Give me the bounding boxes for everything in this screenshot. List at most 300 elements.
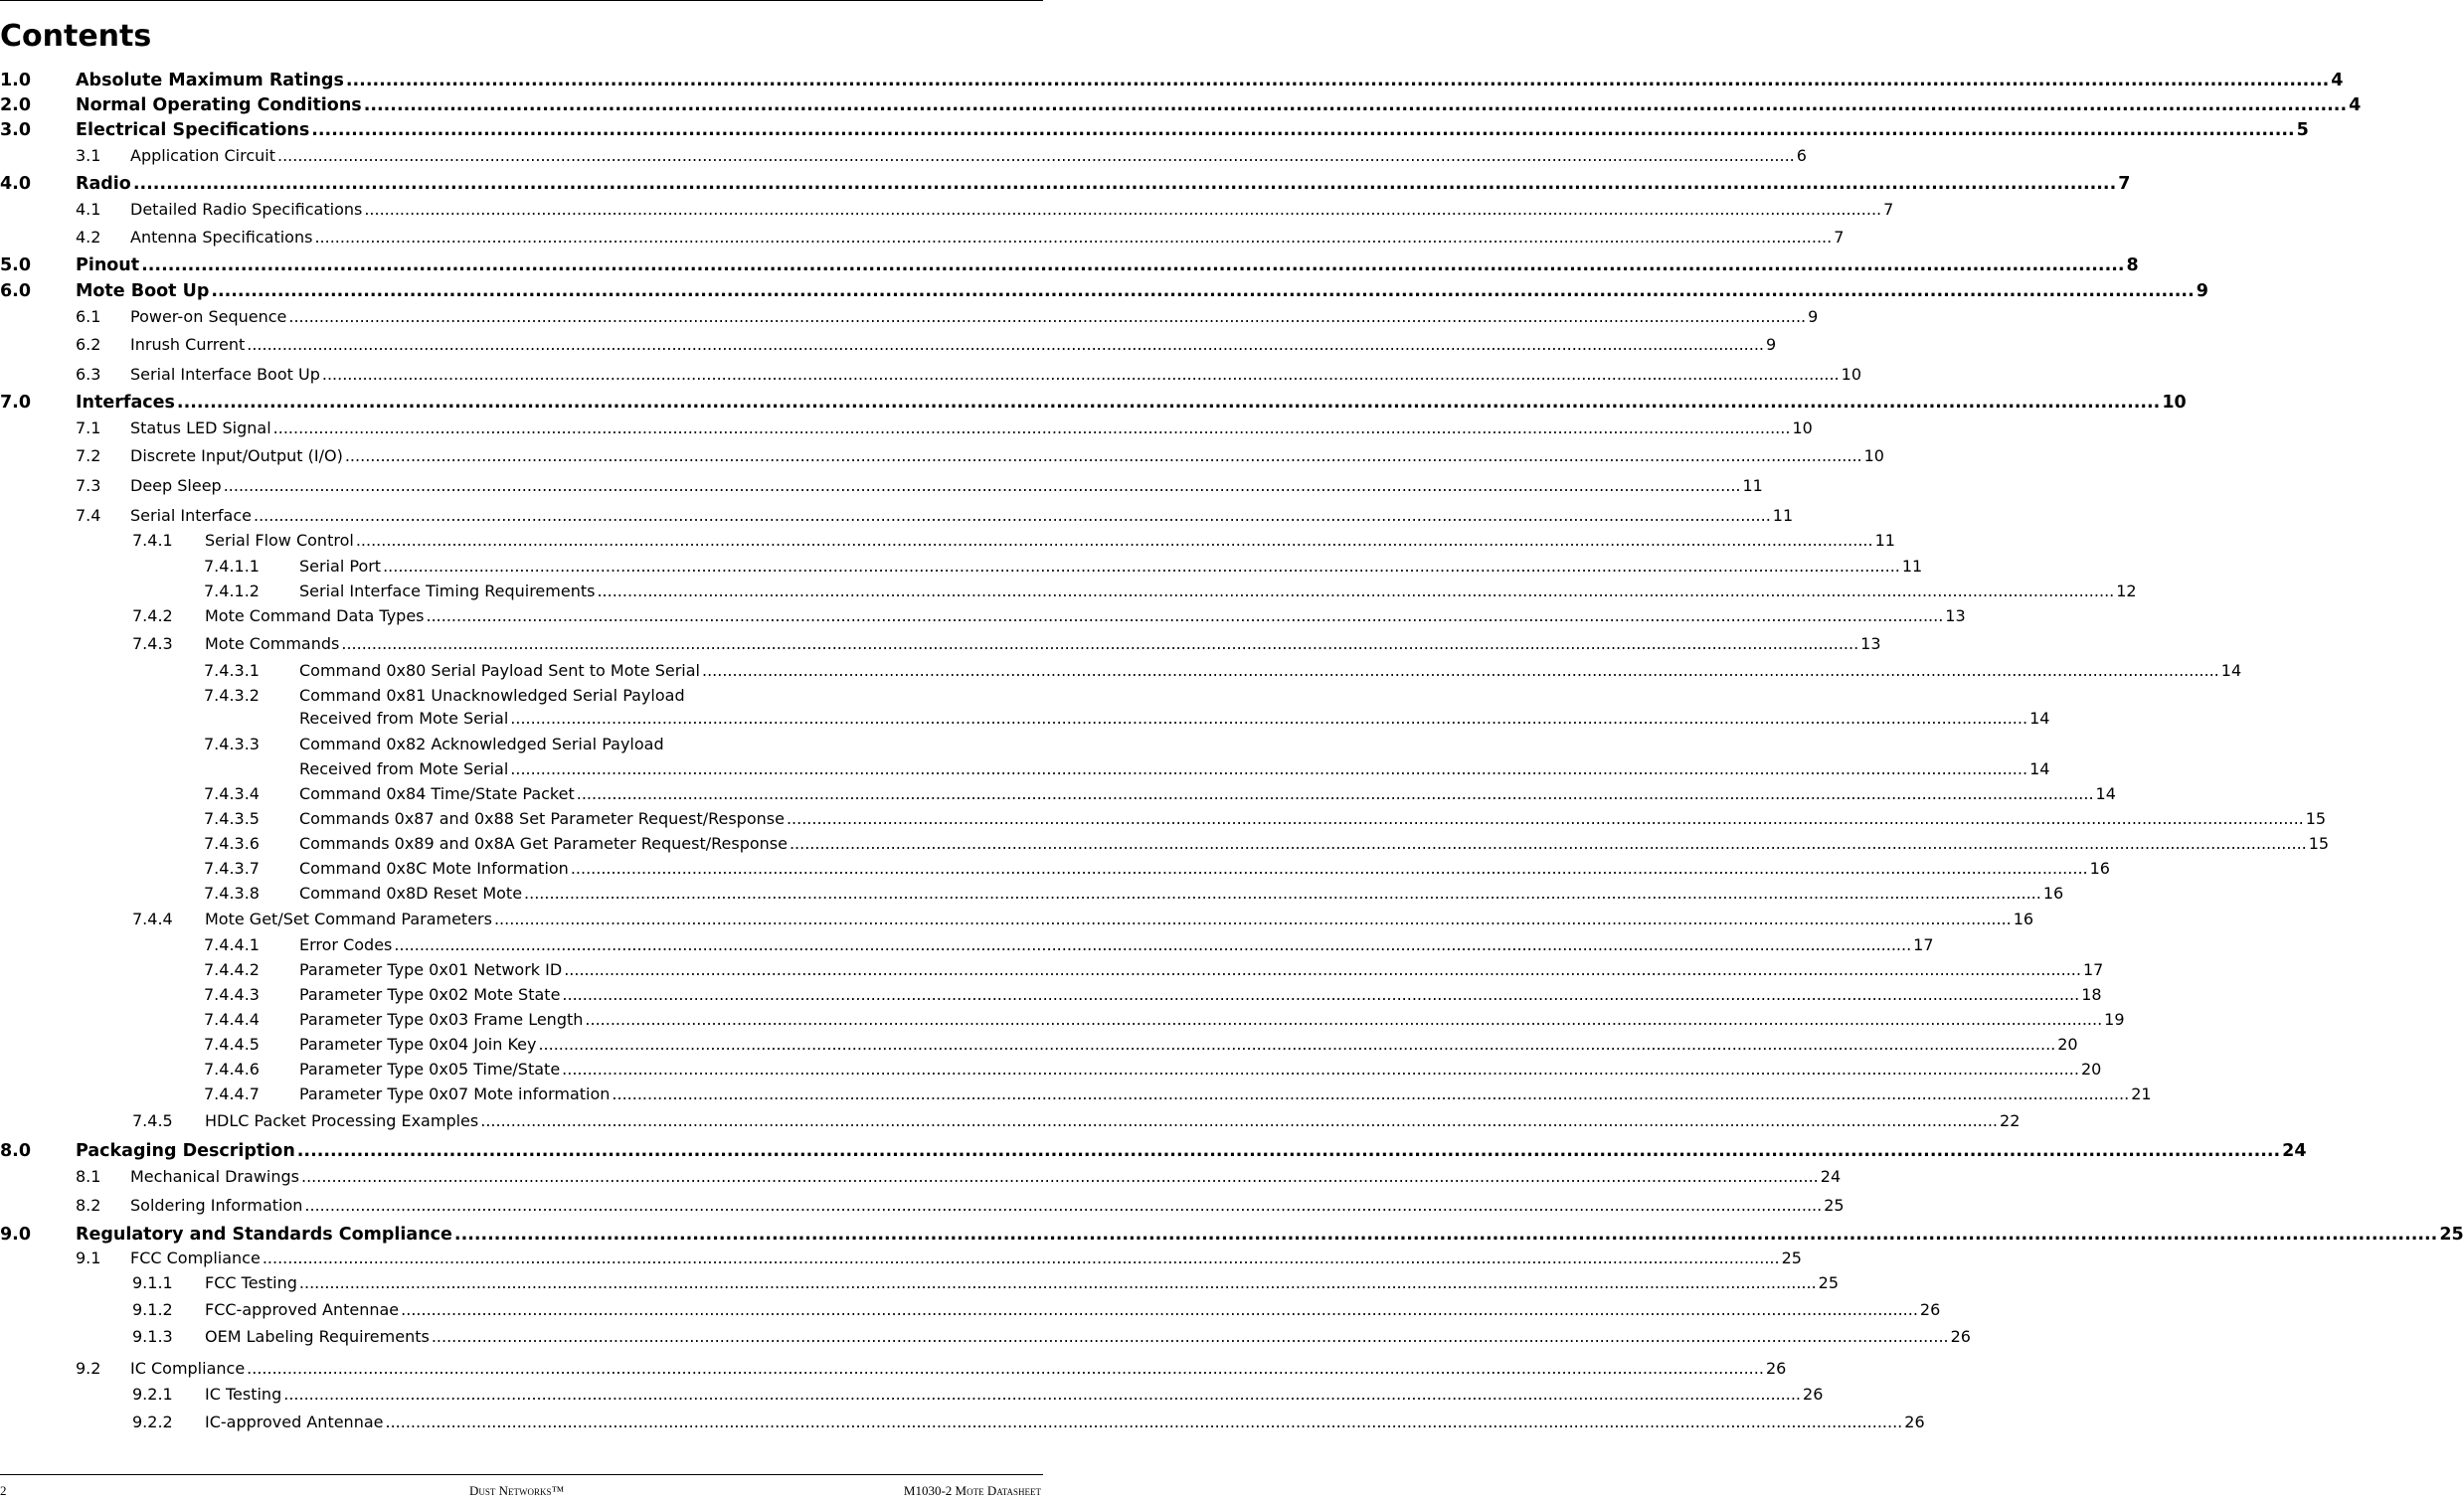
toc-entry-page: 18 bbox=[2081, 985, 2102, 1004]
toc-entry[interactable] bbox=[0, 1248, 1802, 1269]
toc-entry-number: 7.4.1.1 bbox=[204, 557, 260, 576]
toc-entry[interactable] bbox=[0, 392, 2187, 414]
toc-entry-title: IC Compliance bbox=[130, 1359, 246, 1378]
toc-entry[interactable] bbox=[0, 883, 2064, 905]
toc-entry-page: 16 bbox=[2042, 884, 2064, 903]
toc-entry[interactable] bbox=[0, 934, 1934, 956]
toc-entry-page: 13 bbox=[1860, 634, 1881, 653]
toc-entry-page: 9 bbox=[1766, 335, 1777, 354]
toc-entry-number: 7.4.3.4 bbox=[204, 784, 260, 803]
toc-entry-page: 20 bbox=[2057, 1035, 2078, 1054]
toc-entry-page: 9 bbox=[1808, 307, 1819, 326]
toc-entry-title: Packaging Description bbox=[76, 1141, 295, 1161]
toc-entry[interactable] bbox=[0, 1412, 1925, 1433]
toc-entry-page: 26 bbox=[1765, 1359, 1787, 1378]
toc-entry-page: 25 bbox=[1824, 1196, 1845, 1215]
toc-entry-line bbox=[130, 1248, 1802, 1269]
toc-entry-line bbox=[299, 581, 2137, 602]
toc-entry-title: Status LED Signal bbox=[130, 418, 271, 437]
toc-entry[interactable] bbox=[0, 1272, 1840, 1294]
toc-entry-page: 26 bbox=[1904, 1413, 1925, 1431]
dot-leader: ............................................................................................................................................................................................................................................................................................................ bbox=[211, 281, 2195, 301]
toc-entry-number: 6.0 bbox=[0, 281, 32, 301]
toc-entry-page: 25 bbox=[1781, 1249, 1802, 1267]
toc-entry-number: 7.4.3 bbox=[132, 634, 173, 653]
toc-entry-title: Power-on Sequence bbox=[130, 307, 287, 326]
toc-entry-number: 7.4.4.3 bbox=[204, 985, 260, 1004]
toc-entry-title: Radio bbox=[76, 174, 131, 194]
dot-leader: ............................................................................................................................................................................................................................................................................................................ bbox=[298, 1273, 1817, 1292]
dot-leader: ............................................................................................................................................................................................................................................................................................................ bbox=[247, 1359, 1764, 1378]
toc-entry-title: Normal Operating Conditions bbox=[76, 95, 362, 115]
toc-entry-page: 7 bbox=[1834, 228, 1845, 247]
toc-entry-number: 9.1.1 bbox=[132, 1273, 173, 1292]
toc-entry[interactable] bbox=[0, 556, 1923, 578]
toc-entry-number: 7.4.4.5 bbox=[204, 1035, 260, 1054]
toc-entry-number: 9.0 bbox=[0, 1225, 32, 1245]
toc-entry-line bbox=[130, 1166, 1842, 1188]
dot-leader: ............................................................................................................................................................................................................................................................................................................ bbox=[524, 884, 2041, 903]
dot-leader: ............................................................................................................................................................................................................................................................................................................ bbox=[576, 784, 2094, 803]
toc-entry-page: 26 bbox=[1803, 1385, 1824, 1404]
toc-entry-title: Command 0x82 Acknowledged Serial Payload bbox=[299, 735, 664, 753]
toc-entry-line bbox=[299, 934, 1934, 956]
toc-entry-line bbox=[205, 1384, 1824, 1406]
toc-entry-line bbox=[299, 783, 2116, 805]
toc-entry-line bbox=[205, 1299, 1941, 1321]
toc-entry-line bbox=[76, 94, 2362, 116]
toc-entry-page: 7 bbox=[2118, 174, 2131, 194]
toc-entry-title: FCC Compliance bbox=[130, 1249, 261, 1267]
dot-leader: ............................................................................................................................................................................................................................................................................................................ bbox=[597, 582, 2115, 600]
toc-entry-line bbox=[205, 530, 1895, 552]
toc-entry-number: 4.0 bbox=[0, 174, 32, 194]
toc-entry-number: 1.0 bbox=[0, 71, 32, 90]
dot-leader: ............................................................................................................................................................................................................................................................................................................ bbox=[355, 531, 1873, 550]
toc-entry-title: OEM Labeling Requirements bbox=[205, 1327, 430, 1346]
toc-entry[interactable] bbox=[0, 1299, 1941, 1321]
toc-entry[interactable] bbox=[0, 633, 1881, 655]
toc-entry-line bbox=[299, 984, 2102, 1006]
toc-entry-continuation[interactable] bbox=[0, 758, 2050, 780]
toc-entry[interactable] bbox=[0, 1140, 2307, 1162]
toc-entry-title: Mote Command Data Types bbox=[205, 606, 425, 625]
toc-entry[interactable] bbox=[0, 833, 2330, 855]
dot-leader: ............................................................................................................................................................................................................................................................................................................ bbox=[562, 985, 2080, 1004]
toc-entry-line bbox=[130, 505, 1794, 527]
toc-entry[interactable] bbox=[0, 94, 2362, 116]
dot-leader: ............................................................................................................................................................................................................................................................................................................ bbox=[132, 174, 2117, 194]
toc-entry-number: 7.4.1 bbox=[132, 531, 173, 550]
toc-entry[interactable] bbox=[0, 959, 2104, 981]
toc-entry-page: 25 bbox=[1818, 1273, 1840, 1292]
toc-entry-title: Command 0x84 Time/State Packet bbox=[299, 784, 575, 803]
toc-entry-page: 14 bbox=[2095, 784, 2116, 803]
toc-entry[interactable] bbox=[0, 145, 1807, 167]
toc-entry-number: 7.4.3.6 bbox=[204, 834, 260, 853]
footer-company: Dust Networks™ bbox=[469, 1483, 565, 1498]
toc-entry[interactable] bbox=[0, 734, 1041, 755]
toc-entry-page: 9 bbox=[2196, 281, 2208, 301]
toc-entry[interactable] bbox=[0, 445, 1884, 467]
toc-entry-line bbox=[299, 1083, 2152, 1105]
toc-entry-number: 7.4.3.2 bbox=[204, 686, 260, 705]
toc-entry-title-continued: Received from Mote Serial bbox=[299, 709, 509, 728]
toc-entry-title: HDLC Packet Processing Examples bbox=[205, 1111, 479, 1130]
toc-entry-number: 7.4.5 bbox=[132, 1111, 173, 1130]
toc-entry-line bbox=[130, 227, 1845, 249]
toc-entry[interactable] bbox=[0, 783, 2116, 805]
toc-entry-page: 11 bbox=[1742, 476, 1763, 495]
toc-entry-line bbox=[130, 145, 1807, 167]
toc-entry-number: 7.4.4.1 bbox=[204, 935, 260, 954]
toc-entry-number: 9.2 bbox=[76, 1359, 101, 1378]
toc-entry-title: Parameter Type 0x04 Join Key bbox=[299, 1035, 537, 1054]
toc-entry-number: 7.0 bbox=[0, 393, 32, 413]
dot-leader: ............................................................................................................................................................................................................................................................................................................ bbox=[701, 661, 2219, 680]
toc-entry-title: Regulatory and Standards Compliance bbox=[76, 1225, 452, 1245]
toc-entry-title: Commands 0x87 and 0x88 Set Parameter Request/Response bbox=[299, 809, 785, 828]
toc-entry-number: 7.4.3.8 bbox=[204, 884, 260, 903]
toc-entry-number: 7.4.1.2 bbox=[204, 582, 260, 600]
toc-entry-number: 7.3 bbox=[76, 476, 101, 495]
toc-entry-page: 4 bbox=[2349, 95, 2362, 115]
toc-entry-line bbox=[299, 1034, 2078, 1056]
toc-entry-title: Parameter Type 0x01 Network ID bbox=[299, 960, 563, 979]
footer-doc-title: M1030-2 Mote Datasheet bbox=[903, 1483, 1041, 1498]
toc-entry-number: 7.4.3.7 bbox=[204, 859, 260, 878]
toc-entry-line bbox=[299, 758, 2050, 780]
toc-entry-number: 9.2.1 bbox=[132, 1385, 173, 1404]
toc-entry-page: 26 bbox=[1919, 1300, 1941, 1319]
dot-leader: ............................................................................................................................................................................................................................................................................................................ bbox=[304, 1196, 1823, 1215]
dot-leader: ............................................................................................................................................................................................................................................................................................................ bbox=[510, 709, 2028, 728]
toc-entry-page: 10 bbox=[1863, 446, 1884, 465]
toc-entry-number: 3.1 bbox=[76, 146, 101, 165]
toc-entry-title: Serial Interface Timing Requirements bbox=[299, 582, 596, 600]
toc-entry[interactable] bbox=[0, 119, 2309, 141]
toc-entry[interactable] bbox=[0, 1034, 2078, 1056]
toc-entry-page: 11 bbox=[1901, 557, 1923, 576]
toc-entry-line bbox=[299, 1059, 2102, 1081]
dot-leader: ............................................................................................................................................................................................................................................................................................................ bbox=[300, 1167, 1819, 1186]
toc-entry-page: 24 bbox=[1820, 1167, 1842, 1186]
dot-leader: ............................................................................................................................................................................................................................................................................................................ bbox=[493, 910, 2012, 928]
toc-entry-title: Mechanical Drawings bbox=[130, 1167, 299, 1186]
dot-leader: ............................................................................................................................................................................................................................................................................................................ bbox=[453, 1225, 2438, 1245]
toc-entry-line bbox=[130, 364, 1861, 386]
toc-entry-line bbox=[299, 1009, 2125, 1031]
toc-entry-number: 4.2 bbox=[76, 228, 101, 247]
toc-entry-number: 8.1 bbox=[76, 1167, 101, 1186]
toc-entry-page: 19 bbox=[2104, 1010, 2125, 1029]
toc-entry[interactable] bbox=[0, 1009, 2125, 1031]
toc-entry-page: 14 bbox=[2029, 709, 2050, 728]
dot-leader: ............................................................................................................................................................................................................................................................................................................ bbox=[510, 759, 2028, 778]
toc-entry-title: Antenna Specifications bbox=[130, 228, 313, 247]
toc-entry-title: Command 0x8C Mote Information bbox=[299, 859, 569, 878]
toc-entry[interactable] bbox=[0, 254, 2139, 276]
dot-leader: ............................................................................................................................................................................................................................................................................................................ bbox=[363, 95, 2348, 115]
toc-entry[interactable] bbox=[0, 1166, 1842, 1188]
toc-entry-title: Detailed Radio Specifications bbox=[130, 200, 363, 219]
toc-entry-line bbox=[205, 909, 2034, 930]
dot-leader: ............................................................................................................................................................................................................................................................................................................ bbox=[383, 557, 1900, 576]
toc-entry[interactable] bbox=[0, 1358, 1787, 1380]
toc-entry-number: 7.4.4.6 bbox=[204, 1060, 260, 1079]
toc-entry-line bbox=[299, 833, 2330, 855]
dot-leader: ............................................................................................................................................................................................................................................................................................................ bbox=[296, 1141, 2281, 1161]
dot-leader: ............................................................................................................................................................................................................................................................................................................ bbox=[141, 255, 2125, 275]
dot-leader: ............................................................................................................................................................................................................................................................................................................ bbox=[344, 446, 1862, 465]
footer-rule bbox=[0, 1474, 1043, 1475]
dot-leader: ............................................................................................................................................................................................................................................................................................................ bbox=[262, 1249, 1780, 1267]
toc-entry-line bbox=[76, 119, 2309, 141]
toc-entry-number: 4.1 bbox=[76, 200, 101, 219]
toc-entry[interactable] bbox=[0, 1384, 1824, 1406]
toc-entry-number: 7.4.3.1 bbox=[204, 661, 260, 680]
toc-entry-title: Parameter Type 0x05 Time/State bbox=[299, 1060, 561, 1079]
toc-entry[interactable] bbox=[0, 605, 1966, 627]
dot-leader: ............................................................................................................................................................................................................................................................................................................ bbox=[345, 71, 2330, 90]
toc-entry-number: 3.0 bbox=[0, 120, 32, 140]
dot-leader: ............................................................................................................................................................................................................................................................................................................ bbox=[176, 393, 2161, 413]
toc-entry[interactable] bbox=[0, 199, 1894, 221]
toc-entry[interactable] bbox=[0, 306, 1819, 328]
toc-entry-number: 2.0 bbox=[0, 95, 32, 115]
toc-entry-title: Mote Get/Set Command Parameters bbox=[205, 910, 492, 928]
toc-entry-page: 13 bbox=[1945, 606, 1966, 625]
toc-entry-page: 11 bbox=[1874, 531, 1895, 550]
toc-entry-title: Deep Sleep bbox=[130, 476, 222, 495]
toc-entry[interactable] bbox=[0, 984, 2102, 1006]
toc-entry-number: 9.1.3 bbox=[132, 1327, 173, 1346]
dot-leader: ............................................................................................................................................................................................................................................................................................................ bbox=[311, 120, 2295, 140]
toc-entry-title: Soldering Information bbox=[130, 1196, 303, 1215]
toc-entry-page: 12 bbox=[2116, 582, 2137, 600]
dot-leader: ............................................................................................................................................................................................................................................................................................................ bbox=[272, 418, 1791, 437]
toc-entry-page: 15 bbox=[2305, 809, 2327, 828]
toc-entry-title: Mote Boot Up bbox=[76, 281, 210, 301]
toc-entry-line bbox=[205, 1326, 1971, 1348]
toc-entry-title: FCC Testing bbox=[205, 1273, 297, 1292]
toc-entry-number: 7.4.4.7 bbox=[204, 1084, 260, 1103]
toc-entry[interactable] bbox=[0, 1110, 2021, 1132]
toc-entry-number: 7.4.4.4 bbox=[204, 1010, 260, 1029]
toc-entry-title: Serial Port bbox=[299, 557, 382, 576]
toc-entry[interactable] bbox=[0, 505, 1794, 527]
toc-entry[interactable] bbox=[0, 475, 1763, 497]
toc-entry-title: Electrical Specifications bbox=[76, 120, 310, 140]
toc-entry-title: Parameter Type 0x02 Mote State bbox=[299, 985, 561, 1004]
toc-entry-number: 7.4.4 bbox=[132, 910, 173, 928]
toc-entry-title: Command 0x81 Unacknowledged Serial Payload bbox=[299, 686, 685, 705]
dot-leader: ............................................................................................................................................................................................................................................................................................................ bbox=[570, 859, 2088, 878]
dot-leader: ............................................................................................................................................................................................................................................................................................................ bbox=[612, 1084, 2130, 1103]
toc-entry-page: 17 bbox=[1913, 935, 1934, 954]
toc-entry-line bbox=[299, 685, 685, 707]
toc-entry-line bbox=[130, 1195, 1845, 1217]
toc-entry-title: Parameter Type 0x03 Frame Length bbox=[299, 1010, 584, 1029]
toc-entry-page: 21 bbox=[2131, 1084, 2152, 1103]
toc-entry[interactable] bbox=[0, 530, 1895, 552]
toc-entry[interactable] bbox=[0, 280, 2208, 302]
dot-leader: ............................................................................................................................................................................................................................................................................................................ bbox=[385, 1413, 1903, 1431]
toc-entry-number: 7.4.2 bbox=[132, 606, 173, 625]
toc-entry-title: IC-approved Antennae bbox=[205, 1413, 384, 1431]
toc-entry[interactable] bbox=[0, 660, 2242, 682]
dot-leader: ............................................................................................................................................................................................................................................................................................................ bbox=[562, 1060, 2079, 1079]
toc-entry[interactable] bbox=[0, 1224, 2464, 1246]
toc-entry[interactable] bbox=[0, 173, 2131, 195]
toc-entry-number: 8.2 bbox=[76, 1196, 101, 1215]
dot-leader: ............................................................................................................................................................................................................................................................................................................ bbox=[341, 634, 1859, 653]
toc-entry-page: 7 bbox=[1883, 200, 1894, 219]
toc-entry-line bbox=[299, 883, 2064, 905]
toc-entry-line bbox=[130, 199, 1894, 221]
toc-entry-line bbox=[299, 708, 2050, 730]
dot-leader: ............................................................................................................................................................................................................................................................................................................ bbox=[394, 935, 1912, 954]
toc-entry-page: 17 bbox=[2082, 960, 2104, 979]
toc-entry-page: 8 bbox=[2126, 255, 2139, 275]
toc-entry-title-continued: Received from Mote Serial bbox=[299, 759, 509, 778]
toc-entry-number: 9.2.2 bbox=[132, 1413, 173, 1431]
toc-entry-number: 7.2 bbox=[76, 446, 101, 465]
toc-entry-number: 7.1 bbox=[76, 418, 101, 437]
toc-entry-title: Interfaces bbox=[76, 393, 175, 413]
toc-entry-line bbox=[76, 1224, 2464, 1246]
toc-entry-page: 16 bbox=[2013, 910, 2034, 928]
dot-leader: ............................................................................................................................................................................................................................................................................................................ bbox=[538, 1035, 2056, 1054]
footer-page-number: 2 bbox=[0, 1483, 7, 1498]
toc-entry[interactable] bbox=[0, 227, 1845, 249]
toc-entry[interactable] bbox=[0, 1195, 1845, 1217]
toc-entry-line bbox=[299, 808, 2327, 830]
toc-entry-title: Serial Flow Control bbox=[205, 531, 354, 550]
toc-entry-line bbox=[130, 417, 1813, 439]
toc-entry-title: Application Circuit bbox=[130, 146, 275, 165]
toc-entry[interactable] bbox=[0, 334, 1777, 356]
toc-entry-line bbox=[76, 1140, 2307, 1162]
toc-entry-line bbox=[130, 306, 1819, 328]
toc-entry-page: 14 bbox=[2029, 759, 2050, 778]
toc-entry-page: 5 bbox=[2296, 120, 2309, 140]
dot-leader: ............................................................................................................................................................................................................................................................................................................ bbox=[364, 200, 1882, 219]
toc-entry-continuation[interactable] bbox=[0, 708, 2050, 730]
toc-entry-line bbox=[205, 1412, 1925, 1433]
toc-entry-page: 24 bbox=[2282, 1141, 2307, 1161]
toc-entry-number: 5.0 bbox=[0, 255, 32, 275]
toc-entry[interactable] bbox=[0, 858, 2110, 880]
toc-entry-number: 6.3 bbox=[76, 365, 101, 384]
toc-entry[interactable] bbox=[0, 808, 2327, 830]
toc-entry-line bbox=[76, 70, 2344, 91]
toc-entry-number: 8.0 bbox=[0, 1141, 32, 1161]
toc-entry-title: Serial Interface bbox=[130, 506, 252, 525]
dot-leader: ............................................................................................................................................................................................................................................................................................................ bbox=[254, 506, 1771, 525]
toc-entry-number: 6.1 bbox=[76, 307, 101, 326]
dot-leader: ............................................................................................................................................................................................................................................................................................................ bbox=[276, 146, 1795, 165]
toc-entry-title: Commands 0x89 and 0x8A Get Parameter Request/Response bbox=[299, 834, 788, 853]
toc-entry-line bbox=[205, 1110, 2021, 1132]
dot-leader: ............................................................................................................................................................................................................................................................................................................ bbox=[431, 1327, 1949, 1346]
dot-leader: ............................................................................................................................................................................................................................................................................................................ bbox=[314, 228, 1833, 247]
dot-leader: ............................................................................................................................................................................................................................................................................................................ bbox=[585, 1010, 2103, 1029]
toc-entry-page: 15 bbox=[2308, 834, 2330, 853]
toc-entry-title: Error Codes bbox=[299, 935, 393, 954]
toc-entry-page: 11 bbox=[1772, 506, 1794, 525]
dot-leader: ............................................................................................................................................................................................................................................................................................................ bbox=[786, 809, 2304, 828]
toc-entry-page: 16 bbox=[2089, 859, 2110, 878]
toc-entry-number: 7.4.3.3 bbox=[204, 735, 260, 753]
toc-entry-line bbox=[205, 1272, 1840, 1294]
toc-entry-page: 26 bbox=[1950, 1327, 1971, 1346]
dot-leader: ............................................................................................................................................................................................................................................................................................................ bbox=[401, 1300, 1918, 1319]
toc-entry-line bbox=[205, 605, 1966, 627]
toc-entry-title: Absolute Maximum Ratings bbox=[76, 71, 344, 90]
toc-entry-title: IC Testing bbox=[205, 1385, 282, 1404]
toc-entry[interactable] bbox=[0, 1326, 1971, 1348]
toc-entry[interactable] bbox=[0, 1083, 2152, 1105]
dot-leader: ............................................................................................................................................................................................................................................................................................................ bbox=[288, 307, 1807, 326]
toc-entry-number: 7.4.3.5 bbox=[204, 809, 260, 828]
toc-entry[interactable] bbox=[0, 581, 2137, 602]
toc-entry-number: 9.1.2 bbox=[132, 1300, 173, 1319]
toc-entry-title: Inrush Current bbox=[130, 335, 246, 354]
toc-entry-number: 7.4.4.2 bbox=[204, 960, 260, 979]
toc-entry-page: 6 bbox=[1796, 146, 1807, 165]
toc-entry-title: Pinout bbox=[76, 255, 140, 275]
toc-entry-title: Discrete Input/Output (I/O) bbox=[130, 446, 343, 465]
toc-entry-page: 10 bbox=[1841, 365, 1861, 384]
dot-leader: ............................................................................................................................................................................................................................................................................................................ bbox=[564, 960, 2081, 979]
toc-entry-number: 9.1 bbox=[76, 1249, 101, 1267]
dot-leader: ............................................................................................................................................................................................................................................................................................................ bbox=[789, 834, 2307, 853]
toc-entry[interactable] bbox=[0, 70, 2344, 91]
toc-entry-line bbox=[76, 254, 2139, 276]
toc-entry-title: FCC-approved Antennae bbox=[205, 1300, 400, 1319]
toc-entry-line bbox=[299, 556, 1923, 578]
toc-entry-line bbox=[299, 858, 2110, 880]
toc-entry-page: 25 bbox=[2439, 1225, 2464, 1245]
toc-entry-line bbox=[299, 660, 2242, 682]
toc-entry-line bbox=[299, 734, 664, 755]
toc-entry-page: 22 bbox=[2000, 1111, 2021, 1130]
toc-entry-page: 14 bbox=[2220, 661, 2242, 680]
toc-entry[interactable] bbox=[0, 364, 1861, 386]
toc-entry-number: 6.2 bbox=[76, 335, 101, 354]
toc-entry-page: 20 bbox=[2080, 1060, 2102, 1079]
dot-leader: ............................................................................................................................................................................................................................................................................................................ bbox=[223, 476, 1741, 495]
dot-leader: ............................................................................................................................................................................................................................................................................................................ bbox=[283, 1385, 1802, 1404]
toc-entry-line bbox=[76, 173, 2131, 195]
toc-entry-number: 7.4 bbox=[76, 506, 101, 525]
toc-entry-line bbox=[130, 475, 1763, 497]
toc-entry[interactable] bbox=[0, 685, 1041, 707]
toc-entry-line bbox=[130, 334, 1777, 356]
toc-entry-line bbox=[76, 392, 2187, 414]
toc-entry[interactable] bbox=[0, 1059, 2102, 1081]
top-rule bbox=[0, 0, 1043, 1]
toc-entry-title: Command 0x80 Serial Payload Sent to Mote Serial bbox=[299, 661, 700, 680]
toc-entry-line bbox=[130, 1358, 1787, 1380]
toc-entry-page: 10 bbox=[1792, 418, 1813, 437]
toc-entry-line bbox=[76, 280, 2208, 302]
dot-leader: ............................................................................................................................................................................................................................................................................................................ bbox=[426, 606, 1944, 625]
toc-entry[interactable] bbox=[0, 909, 2034, 930]
toc-entry[interactable] bbox=[0, 417, 1813, 439]
toc-entry-page: 4 bbox=[2331, 71, 2344, 90]
